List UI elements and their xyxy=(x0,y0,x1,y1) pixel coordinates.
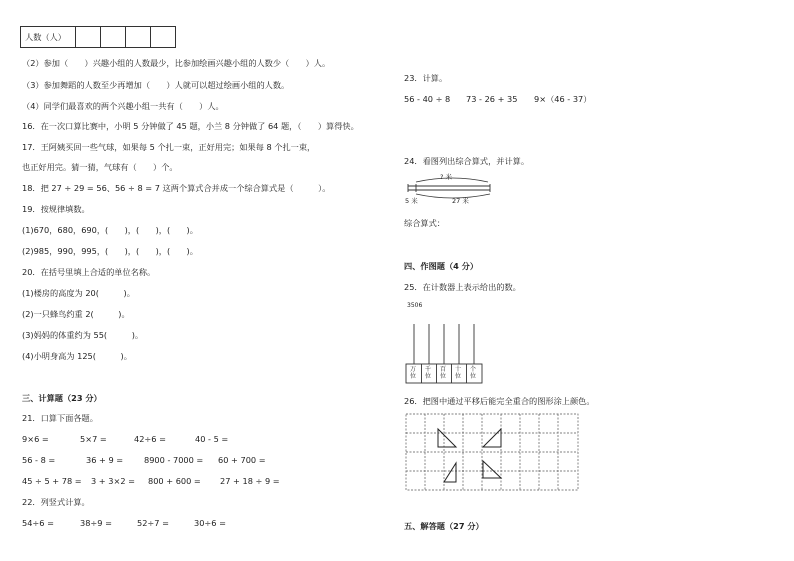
counter-abacus xyxy=(405,322,485,384)
oral-item: 8900 - 7000 = xyxy=(144,455,204,465)
question-22: 22．列竖式计算。 xyxy=(22,497,90,507)
table-cell xyxy=(101,27,126,48)
question-17-cont: 也正好用完。猜一猜，气球有（ ）个。 xyxy=(22,162,178,172)
calc-item: 9×（46 - 37） xyxy=(534,94,592,104)
segment-right-label: 27 米 xyxy=(452,197,469,205)
unit-4: (4)小明身高为 125( )。 xyxy=(22,351,132,361)
oral-item: 5×7 = xyxy=(80,434,107,444)
question-18: 18．把 27 ÷ 29 = 56、56 ÷ 8 = 7 这两个算式合并成一个综合算式是（ ）。 xyxy=(22,183,331,193)
oral-item: 9×6 = xyxy=(22,434,49,444)
oral-item: 60 + 700 = xyxy=(218,455,266,465)
unit-3: (3)妈妈的体重约为 55( )。 xyxy=(22,330,144,340)
question-24: 24．看图列出综合算式，并计算。 xyxy=(404,156,530,166)
vertical-item: 38÷9 = xyxy=(80,518,112,528)
section-5-heading: 五、解答题（27 分） xyxy=(404,521,484,531)
question-20: 20．在括号里填上合适的单位名称。 xyxy=(22,267,156,277)
data-table xyxy=(20,26,176,48)
vertical-item: 52÷7 = xyxy=(137,518,169,528)
sequence-2: (2)985，990，995，( )，( )，( )。 xyxy=(22,246,198,256)
table-cell xyxy=(151,27,176,48)
unit-2: (2)一只蜂鸟约重 2( )。 xyxy=(22,309,130,319)
question-23: 23．计算。 xyxy=(404,73,448,83)
question-26: 26．把图中通过平移后能完全重合的图形涂上颜色。 xyxy=(404,396,595,406)
abacus-label: 千位 xyxy=(425,366,432,380)
question-line: （3）参加舞蹈的人数至少再增加（ ）人就可以超过绘画小组的人数。 xyxy=(22,80,290,90)
question-19: 19．按规律填数。 xyxy=(22,204,90,214)
oral-item: 36 + 9 = xyxy=(86,455,124,465)
sequence-1: (1)670，680，690，( )，( )，( )。 xyxy=(22,225,198,235)
section-4-heading: 四、作图题（4 分） xyxy=(404,261,479,271)
question-line: （2）参加（ ）兴趣小组的人数最少，比参加绘画兴趣小组的人数少（ ）人。 xyxy=(22,58,331,68)
oral-item: 800 + 600 = xyxy=(148,476,201,486)
question-25: 25．在计数器上表示给出的数。 xyxy=(404,282,521,292)
section-3-heading: 三、计算题（23 分） xyxy=(22,393,102,403)
question-16: 16．在一次口算比赛中，小明 5 分钟做了 45 题，小兰 8 分钟做了 64 题，（ ）算得快。 xyxy=(22,121,359,131)
question-21: 21．口算下面各题。 xyxy=(22,413,98,423)
oral-item: 40 - 5 = xyxy=(195,434,229,444)
segment-top-label: ? 米 xyxy=(440,173,453,181)
table-cell xyxy=(126,27,151,48)
oral-item: 27 + 18 ÷ 9 = xyxy=(220,476,280,486)
calc-item: 56 - 40 ÷ 8 xyxy=(404,94,451,104)
vertical-item: 30÷6 = xyxy=(194,518,226,528)
question-line: （4）同学们最喜欢的两个兴趣小组一共有（ ）人。 xyxy=(22,101,224,111)
abacus-label: 个位 xyxy=(470,366,477,380)
abacus-label: 百位 xyxy=(440,366,447,380)
vertical-item: 54÷6 = xyxy=(22,518,54,528)
abacus-number: 3506 xyxy=(407,302,423,309)
segment-left-label: 5 米 xyxy=(405,197,418,205)
calc-item: 73 - 26 + 35 xyxy=(466,94,518,104)
oral-item: 42÷6 = xyxy=(134,434,166,444)
translation-grid xyxy=(404,412,580,492)
table-cell xyxy=(76,27,101,48)
abacus-label: 十位 xyxy=(455,366,462,380)
unit-1: (1)楼房的高度为 20( )。 xyxy=(22,288,135,298)
question-17: 17．王阿姨买回一些气球，如果每 5 个扎一束，正好用完；如果每 8 个扎一束， xyxy=(22,142,316,152)
abacus-label: 万位 xyxy=(410,366,417,380)
oral-item: 45 ÷ 5 + 78 = xyxy=(22,476,82,486)
table-header-cell: 人数（人） xyxy=(21,27,76,48)
q24-answer-label: 综合算式： xyxy=(404,218,445,228)
oral-item: 56 - 8 = xyxy=(22,455,56,465)
oral-item: 3 + 3×2 = xyxy=(91,476,136,486)
